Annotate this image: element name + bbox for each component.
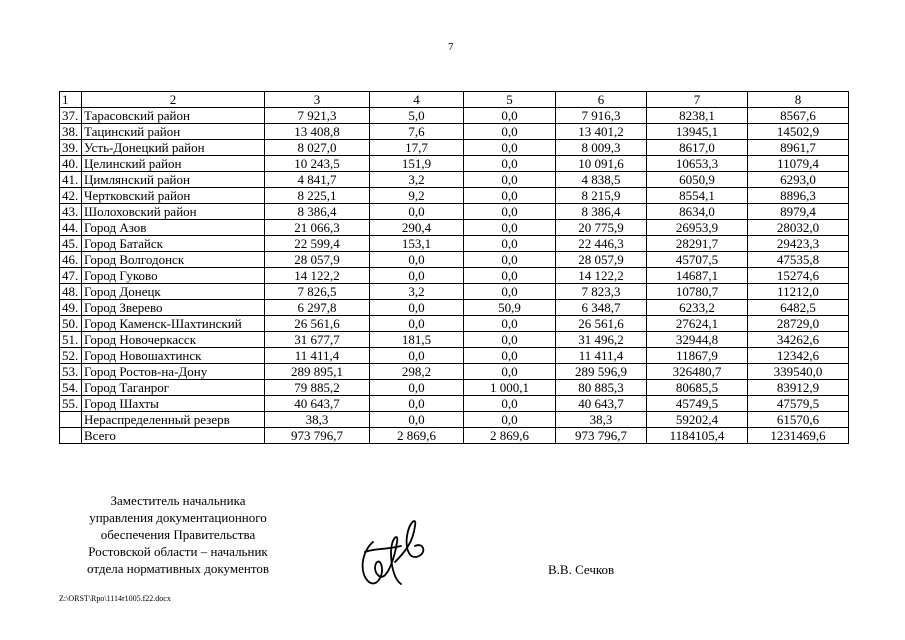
value-cell: 153,1 <box>370 236 464 252</box>
value-cell: 973 796,7 <box>556 428 647 444</box>
value-cell: 31 496,2 <box>556 332 647 348</box>
row-number-cell: 38. <box>60 124 82 140</box>
value-cell: 181,5 <box>370 332 464 348</box>
header-cell: 1 <box>60 92 82 108</box>
row-number-cell: 37. <box>60 108 82 124</box>
value-cell: 5,0 <box>370 108 464 124</box>
row-number-cell: 42. <box>60 188 82 204</box>
value-cell: 8979,4 <box>748 204 849 220</box>
signature-title-line: обеспечения Правительства <box>100 527 256 542</box>
header-cell: 2 <box>82 92 265 108</box>
row-name-cell: Чертковский район <box>82 188 265 204</box>
row-name-cell: Тацинский район <box>82 124 265 140</box>
value-cell: 28291,7 <box>647 236 748 252</box>
table-row <box>60 348 849 364</box>
value-cell: 8 009,3 <box>556 140 647 156</box>
header-cell: 8 <box>748 92 849 108</box>
row-name-cell: Город Новошахтинск <box>82 348 265 364</box>
table-row <box>60 124 849 140</box>
row-number-cell: 49. <box>60 300 82 316</box>
value-cell: 8238,1 <box>647 108 748 124</box>
table-row <box>60 140 849 156</box>
value-cell: 38,3 <box>265 412 370 428</box>
signature-title-line: отдела нормативных документов <box>87 561 269 576</box>
value-cell: 14502,9 <box>748 124 849 140</box>
value-cell: 8554,1 <box>647 188 748 204</box>
value-cell: 8634,0 <box>647 204 748 220</box>
value-cell: 8617,0 <box>647 140 748 156</box>
value-cell: 0,0 <box>464 412 556 428</box>
value-cell: 29423,3 <box>748 236 849 252</box>
value-cell: 7 826,5 <box>265 284 370 300</box>
value-cell: 38,3 <box>556 412 647 428</box>
value-cell: 10780,7 <box>647 284 748 300</box>
value-cell: 10653,3 <box>647 156 748 172</box>
table-row <box>60 428 849 444</box>
row-number-cell: 51. <box>60 332 82 348</box>
row-name-cell: Город Каменск-Шахтинский <box>82 316 265 332</box>
signature-title-block <box>70 492 286 577</box>
value-cell: 22 599,4 <box>265 236 370 252</box>
row-number-cell: 39. <box>60 140 82 156</box>
table-row <box>60 204 849 220</box>
value-cell: 26953,9 <box>647 220 748 236</box>
value-cell: 34262,6 <box>748 332 849 348</box>
table-row <box>60 188 849 204</box>
value-cell: 9,2 <box>370 188 464 204</box>
row-number-cell: 55. <box>60 396 82 412</box>
signer-name: В.В. Сечков <box>548 562 615 577</box>
value-cell: 0,0 <box>370 252 464 268</box>
value-cell: 0,0 <box>464 172 556 188</box>
value-cell: 59202,4 <box>647 412 748 428</box>
table-row <box>60 156 849 172</box>
value-cell: 0,0 <box>464 364 556 380</box>
value-cell: 13 408,8 <box>265 124 370 140</box>
value-cell: 45749,5 <box>647 396 748 412</box>
row-number-cell: 50. <box>60 316 82 332</box>
value-cell: 0,0 <box>464 316 556 332</box>
value-cell: 83912,9 <box>748 380 849 396</box>
budget-table <box>59 91 849 444</box>
value-cell: 7 921,3 <box>265 108 370 124</box>
value-cell: 8 386,4 <box>556 204 647 220</box>
value-cell: 4 838,5 <box>556 172 647 188</box>
value-cell: 0,0 <box>370 268 464 284</box>
row-number-cell: 40. <box>60 156 82 172</box>
value-cell: 0,0 <box>464 156 556 172</box>
table-row <box>60 220 849 236</box>
value-cell: 3,2 <box>370 172 464 188</box>
row-number-cell <box>60 412 82 428</box>
signature-title-line: управления документационного <box>89 510 267 525</box>
value-cell: 6233,2 <box>647 300 748 316</box>
row-name-cell: Шолоховский район <box>82 204 265 220</box>
value-cell: 290,4 <box>370 220 464 236</box>
value-cell: 79 885,2 <box>265 380 370 396</box>
value-cell: 13 401,2 <box>556 124 647 140</box>
value-cell: 6050,9 <box>647 172 748 188</box>
row-number-cell: 44. <box>60 220 82 236</box>
value-cell: 7 916,3 <box>556 108 647 124</box>
table-row <box>60 252 849 268</box>
row-number-cell: 47. <box>60 268 82 284</box>
value-cell: 0,0 <box>464 108 556 124</box>
value-cell: 26 561,6 <box>265 316 370 332</box>
value-cell: 10 243,5 <box>265 156 370 172</box>
value-cell: 298,2 <box>370 364 464 380</box>
value-cell: 17,7 <box>370 140 464 156</box>
value-cell: 11867,9 <box>647 348 748 364</box>
table-row <box>60 316 849 332</box>
value-cell: 11 411,4 <box>556 348 647 364</box>
row-number-cell: 45. <box>60 236 82 252</box>
table-row <box>60 236 849 252</box>
row-name-cell: Целинский район <box>82 156 265 172</box>
value-cell: 0,0 <box>464 252 556 268</box>
value-cell: 47535,8 <box>748 252 849 268</box>
header-cell: 6 <box>556 92 647 108</box>
value-cell: 14 122,2 <box>265 268 370 284</box>
value-cell: 50,9 <box>464 300 556 316</box>
value-cell: 22 446,3 <box>556 236 647 252</box>
value-cell: 6482,5 <box>748 300 849 316</box>
value-cell: 80 885,3 <box>556 380 647 396</box>
value-cell: 8 225,1 <box>265 188 370 204</box>
value-cell: 0,0 <box>464 124 556 140</box>
value-cell: 973 796,7 <box>265 428 370 444</box>
value-cell: 47579,5 <box>748 396 849 412</box>
table-row <box>60 172 849 188</box>
table-row <box>60 380 849 396</box>
value-cell: 0,0 <box>464 188 556 204</box>
header-cell: 5 <box>464 92 556 108</box>
value-cell: 0,0 <box>464 236 556 252</box>
row-name-cell: Город Ростов-на-Дону <box>82 364 265 380</box>
value-cell: 8 386,4 <box>265 204 370 220</box>
value-cell: 80685,5 <box>647 380 748 396</box>
value-cell: 6 348,7 <box>556 300 647 316</box>
value-cell: 13945,1 <box>647 124 748 140</box>
value-cell: 0,0 <box>464 348 556 364</box>
value-cell: 2 869,6 <box>464 428 556 444</box>
value-cell: 8896,3 <box>748 188 849 204</box>
value-cell: 326480,7 <box>647 364 748 380</box>
value-cell: 61570,6 <box>748 412 849 428</box>
value-cell: 0,0 <box>370 300 464 316</box>
value-cell: 8567,6 <box>748 108 849 124</box>
value-cell: 0,0 <box>464 204 556 220</box>
value-cell: 10 091,6 <box>556 156 647 172</box>
value-cell: 0,0 <box>464 220 556 236</box>
row-name-cell: Город Зверево <box>82 300 265 316</box>
value-cell: 0,0 <box>370 412 464 428</box>
value-cell: 0,0 <box>370 204 464 220</box>
value-cell: 339540,0 <box>748 364 849 380</box>
value-cell: 21 066,3 <box>265 220 370 236</box>
value-cell: 15274,6 <box>748 268 849 284</box>
header-cell: 4 <box>370 92 464 108</box>
value-cell: 0,0 <box>464 396 556 412</box>
row-number-cell <box>60 428 82 444</box>
row-number-cell: 53. <box>60 364 82 380</box>
value-cell: 3,2 <box>370 284 464 300</box>
table-row <box>60 268 849 284</box>
row-name-cell: Всего <box>82 428 265 444</box>
row-number-cell: 43. <box>60 204 82 220</box>
value-cell: 289 895,1 <box>265 364 370 380</box>
value-cell: 28 057,9 <box>556 252 647 268</box>
value-cell: 2 869,6 <box>370 428 464 444</box>
row-number-cell: 52. <box>60 348 82 364</box>
row-name-cell: Цимлянский район <box>82 172 265 188</box>
signature-title-line: Заместитель начальника <box>110 493 246 508</box>
value-cell: 6293,0 <box>748 172 849 188</box>
value-cell: 7,6 <box>370 124 464 140</box>
row-name-cell: Город Волгодонск <box>82 252 265 268</box>
row-name-cell: Усть-Донецкий район <box>82 140 265 156</box>
signature-title-line: Ростовской области – начальник <box>88 544 268 559</box>
table-row <box>60 412 849 428</box>
row-name-cell: Город Гуково <box>82 268 265 284</box>
header-cell: 3 <box>265 92 370 108</box>
value-cell: 20 775,9 <box>556 220 647 236</box>
row-name-cell: Город Шахты <box>82 396 265 412</box>
value-cell: 289 596,9 <box>556 364 647 380</box>
value-cell: 27624,1 <box>647 316 748 332</box>
table-row <box>60 300 849 316</box>
value-cell: 0,0 <box>464 140 556 156</box>
value-cell: 32944,8 <box>647 332 748 348</box>
value-cell: 12342,6 <box>748 348 849 364</box>
row-number-cell: 46. <box>60 252 82 268</box>
value-cell: 26 561,6 <box>556 316 647 332</box>
value-cell: 0,0 <box>464 332 556 348</box>
value-cell: 11 411,4 <box>265 348 370 364</box>
header-cell: 7 <box>647 92 748 108</box>
value-cell: 7 823,3 <box>556 284 647 300</box>
value-cell: 0,0 <box>464 268 556 284</box>
value-cell: 0,0 <box>370 380 464 396</box>
table-row <box>60 396 849 412</box>
row-name-cell: Город Азов <box>82 220 265 236</box>
value-cell: 31 677,7 <box>265 332 370 348</box>
handwritten-signature <box>355 512 435 592</box>
value-cell: 14687,1 <box>647 268 748 284</box>
row-number-cell: 41. <box>60 172 82 188</box>
value-cell: 4 841,7 <box>265 172 370 188</box>
value-cell: 40 643,7 <box>556 396 647 412</box>
table-row <box>60 284 849 300</box>
file-path: Z:\ORST\Rpo\1114r1005.f22.docx <box>59 594 171 603</box>
row-name-cell: Город Донецк <box>82 284 265 300</box>
value-cell: 28032,0 <box>748 220 849 236</box>
value-cell: 45707,5 <box>647 252 748 268</box>
row-number-cell: 54. <box>60 380 82 396</box>
row-name-cell: Город Таганрог <box>82 380 265 396</box>
table-row <box>60 364 849 380</box>
value-cell: 6 297,8 <box>265 300 370 316</box>
table-row <box>60 108 849 124</box>
value-cell: 40 643,7 <box>265 396 370 412</box>
value-cell: 11079,4 <box>748 156 849 172</box>
value-cell: 151,9 <box>370 156 464 172</box>
value-cell: 1231469,6 <box>748 428 849 444</box>
value-cell: 8 215,9 <box>556 188 647 204</box>
page-number: 7 <box>448 41 454 53</box>
row-name-cell: Город Новочеркасск <box>82 332 265 348</box>
row-name-cell: Город Батайск <box>82 236 265 252</box>
table-header-row <box>60 92 849 108</box>
value-cell: 0,0 <box>370 396 464 412</box>
value-cell: 28729,0 <box>748 316 849 332</box>
value-cell: 14 122,2 <box>556 268 647 284</box>
value-cell: 8 027,0 <box>265 140 370 156</box>
value-cell: 0,0 <box>370 348 464 364</box>
value-cell: 0,0 <box>370 316 464 332</box>
value-cell: 1184105,4 <box>647 428 748 444</box>
value-cell: 0,0 <box>464 284 556 300</box>
table-row <box>60 332 849 348</box>
value-cell: 28 057,9 <box>265 252 370 268</box>
row-number-cell: 48. <box>60 284 82 300</box>
value-cell: 11212,0 <box>748 284 849 300</box>
value-cell: 8961,7 <box>748 140 849 156</box>
row-name-cell: Тарасовский район <box>82 108 265 124</box>
row-name-cell: Нераспределенный резерв <box>82 412 265 428</box>
value-cell: 1 000,1 <box>464 380 556 396</box>
